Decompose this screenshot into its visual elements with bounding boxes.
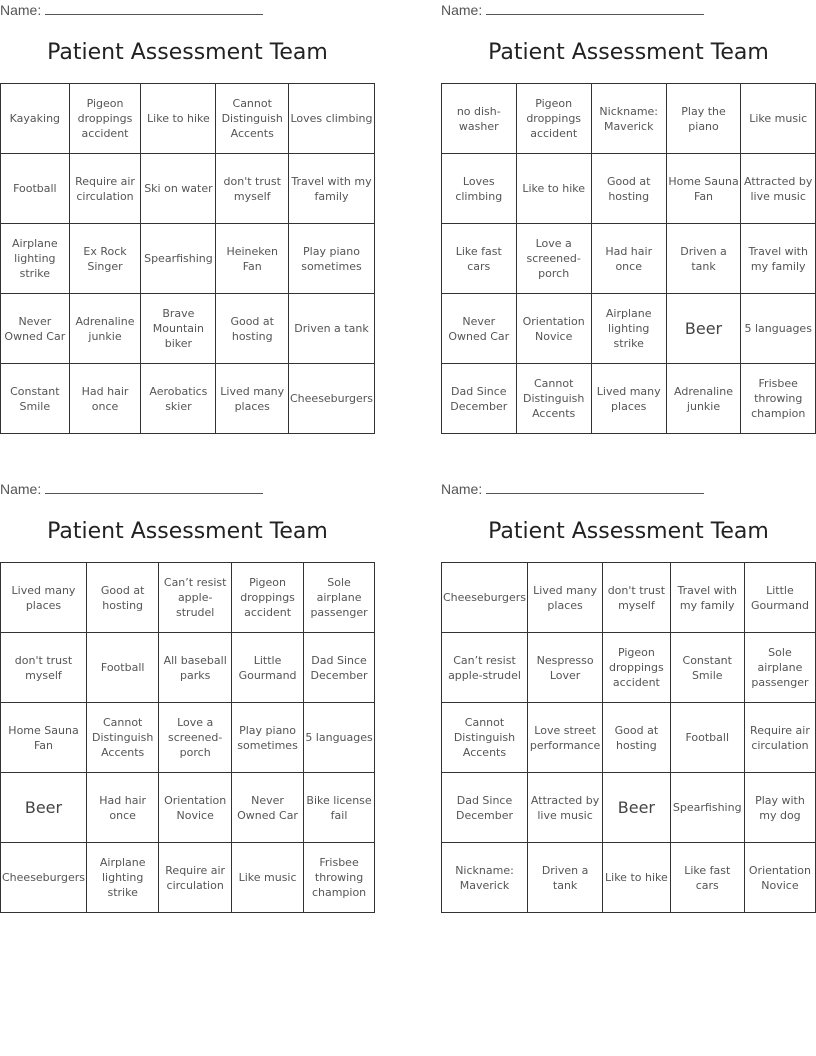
bingo-square[interactable]: Can’t resist apple-strudel [159,563,232,633]
bingo-square[interactable]: 5 languages [741,294,816,364]
bingo-grid [0,562,375,913]
bingo-square[interactable]: Airplane lighting strike [1,224,70,294]
bingo-square[interactable]: Frisbee throwing champion [741,364,816,434]
bingo-square[interactable]: Home Sauna Fan [666,154,741,224]
bingo-square[interactable]: Pigeon droppings accident [516,84,591,154]
bingo-square[interactable]: Heineken Fan [216,224,289,294]
bingo-square[interactable]: Require air circulation [69,154,141,224]
grid-row [442,773,816,843]
bingo-square[interactable]: Dad Since December [442,364,517,434]
bingo-grid [0,83,375,434]
grid-row [442,294,816,364]
bingo-square[interactable]: Can’t resist apple-strudel [442,633,528,703]
card-title: Patient Assessment Team [47,40,328,65]
bingo-square[interactable]: Good at hosting [603,703,670,773]
bingo-square[interactable]: Kayaking [1,84,70,154]
bingo-square[interactable]: Driven a tank [666,224,741,294]
bingo-square[interactable]: Frisbee throwing champion [304,843,375,913]
bingo-square[interactable]: Good at hosting [591,154,666,224]
card-title: Patient Assessment Team [47,519,328,544]
bingo-square[interactable]: Airplane lighting strike [591,294,666,364]
bingo-square[interactable]: Cheeseburgers [288,364,374,434]
bingo-square[interactable]: Lived many places [1,563,87,633]
bingo-square[interactable]: Like to hike [141,84,216,154]
bingo-square[interactable]: All baseball parks [159,633,232,703]
bingo-square[interactable]: Play with my dog [744,773,815,843]
bingo-square[interactable]: Driven a tank [527,843,602,913]
name-underline [486,2,704,15]
bingo-square[interactable]: Cannot Distinguish Accents [86,703,158,773]
bingo-square[interactable]: Home Sauna Fan [1,703,87,773]
bingo-square[interactable]: Beer [603,773,670,843]
bingo-square[interactable]: Like music [741,84,816,154]
bingo-square[interactable]: Play the piano [666,84,741,154]
bingo-square[interactable]: Adrenaline junkie [69,294,141,364]
bingo-square[interactable]: Had hair once [69,364,141,434]
bingo-square[interactable]: Cheeseburgers [1,843,87,913]
bingo-square[interactable]: Had hair once [86,773,158,843]
bingo-square[interactable]: Adrenaline junkie [666,364,741,434]
bingo-square[interactable]: Good at hosting [86,563,158,633]
grid-row [1,154,375,224]
grid-row [1,294,375,364]
bingo-square[interactable]: Had hair once [591,224,666,294]
name-label: Name: [0,2,42,18]
bingo-square[interactable]: Sole airplane passenger [744,633,815,703]
bingo-square[interactable]: Love a screened-porch [516,224,591,294]
bingo-square[interactable]: Travel with my family [670,563,744,633]
bingo-square[interactable]: Aerobatics skier [141,364,216,434]
bingo-square[interactable]: Spearfishing [670,773,744,843]
bingo-grid [441,83,816,434]
bingo-square[interactable]: Like music [232,843,304,913]
bingo-square[interactable]: don't trust myself [603,563,670,633]
bingo-square[interactable]: Like fast cars [670,843,744,913]
bingo-square[interactable]: Like fast cars [442,224,517,294]
bingo-square[interactable]: Like to hike [516,154,591,224]
bingo-square[interactable]: don't trust myself [1,633,87,703]
bingo-square[interactable]: don't trust myself [216,154,289,224]
bingo-square[interactable]: Football [86,633,158,703]
bingo-square[interactable]: Require air circulation [159,843,232,913]
name-label: Name: [0,481,42,497]
bingo-square[interactable]: Beer [666,294,741,364]
bingo-square[interactable]: Football [670,703,744,773]
bingo-square[interactable]: Like to hike [603,843,670,913]
bingo-square[interactable]: Play piano sometimes [232,703,304,773]
card-title: Patient Assessment Team [488,519,769,544]
card-title: Patient Assessment Team [488,40,769,65]
bingo-square[interactable]: Beer [1,773,87,843]
name-label: Name: [441,2,483,18]
bingo-square[interactable]: Loves climbing [288,84,374,154]
bingo-square[interactable]: Good at hosting [216,294,289,364]
bingo-square[interactable]: Pigeon droppings accident [603,633,670,703]
bingo-square[interactable]: Cannot Distinguish Accents [216,84,289,154]
grid-row [442,84,816,154]
name-underline [45,481,263,494]
bingo-square[interactable]: Constant Smile [1,364,70,434]
bingo-square[interactable]: Bike license fail [304,773,375,843]
bingo-square[interactable]: Lived many places [591,364,666,434]
bingo-square[interactable]: Travel with my family [288,154,374,224]
bingo-square[interactable]: Little Gourmand [744,563,815,633]
bingo-square[interactable]: Football [1,154,70,224]
grid-row [442,703,816,773]
bingo-square[interactable]: Pigeon droppings accident [69,84,141,154]
grid-row [1,773,375,843]
bingo-square[interactable]: Brave Mountain biker [141,294,216,364]
name-field[interactable] [0,2,263,18]
bingo-square[interactable]: Lived many places [216,364,289,434]
bingo-square[interactable]: Love a screened-porch [159,703,232,773]
bingo-square[interactable]: Orientation Novice [516,294,591,364]
bingo-square[interactable]: Love street performance [527,703,602,773]
grid-row [1,84,375,154]
bingo-square[interactable]: Orientation Novice [744,843,815,913]
name-underline [45,2,263,15]
bingo-square[interactable]: Spearfishing [141,224,216,294]
bingo-square[interactable]: Dad Since December [442,773,528,843]
bingo-square[interactable]: Ski on water [141,154,216,224]
bingo-square[interactable]: Airplane lighting strike [86,843,158,913]
name-field[interactable] [441,2,704,18]
bingo-square[interactable]: Travel with my family [741,224,816,294]
bingo-square[interactable]: Pigeon droppings accident [232,563,304,633]
bingo-square[interactable]: Nickname: Maverick [442,843,528,913]
bingo-square[interactable]: Orientation Novice [159,773,232,843]
bingo-square[interactable]: Ex Rock Singer [69,224,141,294]
grid-row [442,154,816,224]
bingo-square[interactable]: Never Owned Car [1,294,70,364]
grid-row [442,224,816,294]
bingo-square[interactable]: Play piano sometimes [288,224,374,294]
bingo-square[interactable]: Nickname: Maverick [591,84,666,154]
bingo-square[interactable]: Nespresso Lover [527,633,602,703]
grid-row [1,364,375,434]
bingo-square[interactable]: Little Gourmand [232,633,304,703]
bingo-square[interactable]: Require air circulation [744,703,815,773]
bingo-grid [441,562,816,913]
grid-row [1,563,375,633]
grid-row [442,364,816,434]
bingo-square[interactable]: Loves climbing [442,154,517,224]
bingo-square[interactable]: Lived many places [527,563,602,633]
name-label: Name: [441,481,483,497]
grid-row [1,633,375,703]
bingo-square[interactable]: Dad Since December [304,633,375,703]
name-field[interactable] [0,481,263,497]
bingo-square[interactable]: Attracted by live music [527,773,602,843]
grid-row [442,633,816,703]
name-underline [486,481,704,494]
bingo-square[interactable]: Sole airplane passenger [304,563,375,633]
bingo-square[interactable]: no dish-washer [442,84,517,154]
bingo-square[interactable]: Cannot Distinguish Accents [442,703,528,773]
grid-row [1,843,375,913]
bingo-square[interactable]: Constant Smile [670,633,744,703]
grid-row [1,224,375,294]
bingo-square[interactable]: Driven a tank [288,294,374,364]
bingo-square[interactable]: Cannot Distinguish Accents [516,364,591,434]
grid-row [442,563,816,633]
bingo-square[interactable]: Attracted by live music [741,154,816,224]
name-field[interactable] [441,481,704,497]
bingo-square[interactable]: 5 languages [304,703,375,773]
bingo-square[interactable]: Cheeseburgers [442,563,528,633]
bingo-square[interactable]: Never Owned Car [232,773,304,843]
grid-row [1,703,375,773]
bingo-square[interactable]: Never Owned Car [442,294,517,364]
grid-row [442,843,816,913]
